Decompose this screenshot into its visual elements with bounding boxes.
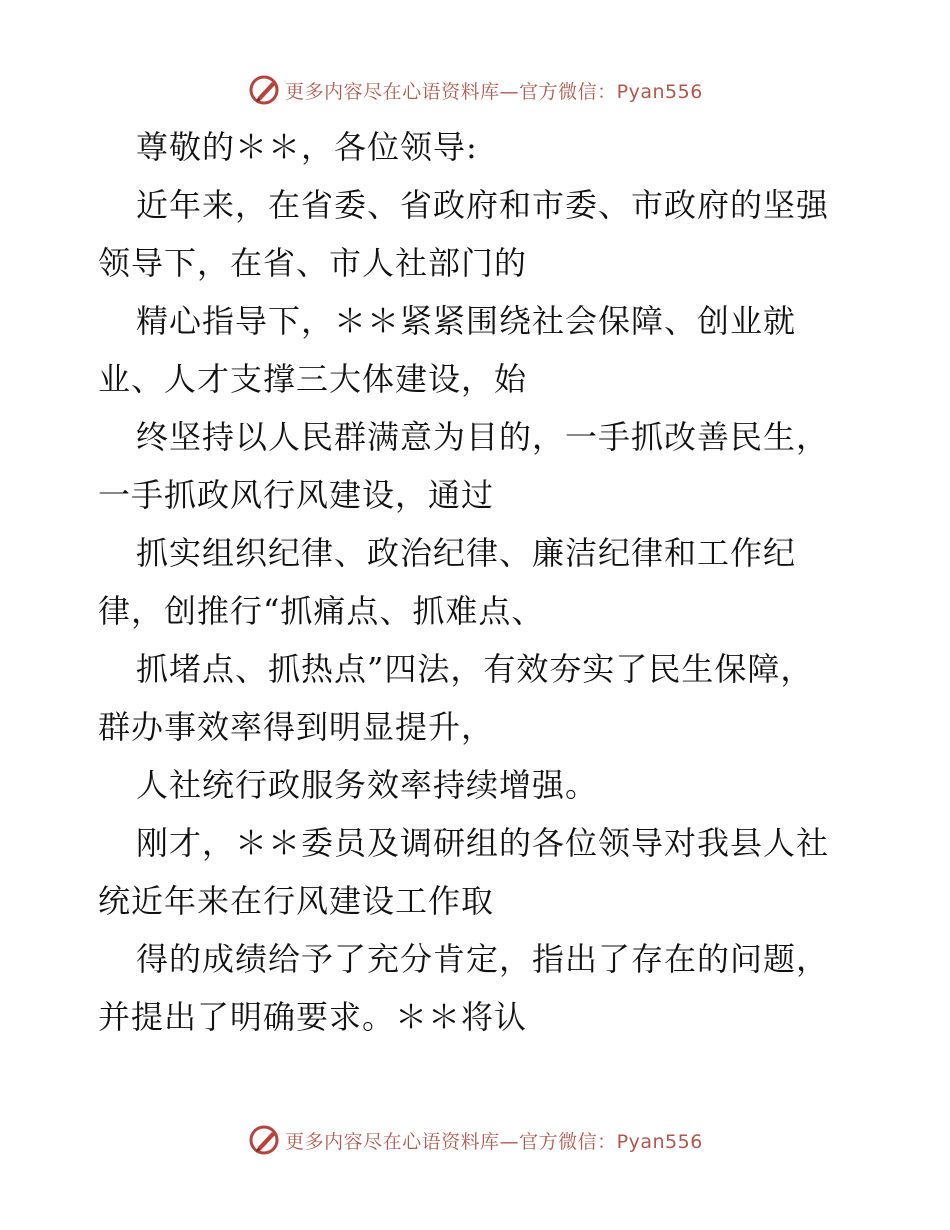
text-line: 得的成绩给予了充分肯定，指出了存在的问题， [136, 940, 830, 978]
text-line: 一手抓政风行风建设，通过 [98, 476, 495, 514]
pen-logo-icon [247, 73, 281, 107]
text-line: 终坚持以人民群满意为目的，一手抓改善民生， [136, 418, 830, 456]
text-line: 抓堵点、抓热点”四法，有效夯实了民生保障， [136, 650, 814, 688]
header-watermark [0, 70, 950, 110]
text-line: 并提出了明确要求。＊＊将认 [98, 998, 528, 1036]
text-line: 尊敬的＊＊，各位领导: [136, 128, 478, 166]
text-line: 领导下，在省、市人社部门的 [98, 244, 528, 282]
footer-watermark [0, 1120, 950, 1160]
text-line: 刚才，＊＊委员及调研组的各位领导对我县人社 [136, 824, 830, 862]
text-line: 业、人才支撑三大体建设，始 [98, 360, 528, 398]
footer-watermark-text: 更多内容尽在心语资料库—官方微信：Pyan556 [285, 1130, 703, 1153]
text-line: 群办事效率得到明显提升， [98, 708, 495, 746]
text-line: 律，创推行“抓痛点、抓难点、 [98, 592, 545, 630]
text-line: 统近年来在行风建设工作取 [98, 882, 495, 920]
pen-logo-icon [247, 1123, 281, 1157]
text-line: 近年来，在省委、省政府和市委、市政府的坚强 [136, 186, 830, 224]
text-line: 人社统行政服务效率持续增强。 [136, 766, 599, 804]
header-watermark-text: 更多内容尽在心语资料库—官方微信：Pyan556 [285, 80, 703, 103]
document-body [98, 118, 858, 1046]
text-line: 精心指导下，＊＊紧紧围绕社会保障、创业就 [136, 302, 797, 340]
text-line: 抓实组织纪律、政治纪律、廉洁纪律和工作纪 [136, 534, 797, 572]
